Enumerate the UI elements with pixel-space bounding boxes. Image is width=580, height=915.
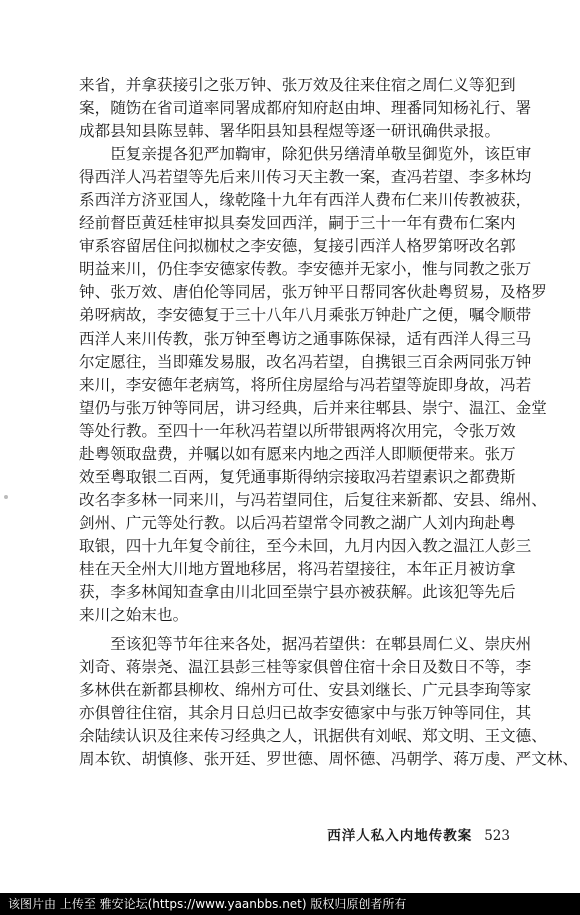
text-line: 望仍与张万钟等同居，讲习经典，后并来往郫县、崇宁、温江、金堂 (79, 398, 547, 417)
text-line: 改名李多林一同来川，与冯若望同住，后复往来新都、安县、绵州、 (79, 490, 547, 509)
text-line: 弟呀病故，李安德复于三十八年八月乘张万钟赴广之便，嘱令顺带 (79, 306, 532, 325)
text-line: 多林供在新都县柳枚、绵州方可仕、安县刘继长、广元县李珣等家 (79, 681, 532, 700)
running-footer (327, 824, 510, 844)
text-line: 尔定愿往，当即薙发易服，改名冯若望，自携银三百余两同张万钟 (79, 352, 532, 371)
text-line: 西洋人来川传教，张万钟至粤访之通事陈保禄，适有西洋人得三马 (79, 329, 532, 348)
body-text (79, 74, 579, 771)
paragraph-3 (79, 633, 579, 771)
text-line: 来川，李安德年老病笃，将所住房屋给与冯若望等旋即身故，冯若 (79, 375, 532, 394)
text-line: 剑州、广元等处行教。以后冯若望常令同教之湖广人刘内珣赴粤 (79, 513, 516, 532)
text-line: 来川之始末也。 (79, 606, 189, 625)
margin-dot (4, 495, 8, 499)
text-line: 取银，四十九年复令前往，至今未回，九月内因入教之温江人彭三 (79, 536, 532, 555)
text-line: 余陆续认识及往来传习经典之人，讯据供有刘岷、郑文明、王文德、 (79, 727, 547, 746)
text-line: 效至粤取银二百两，复凭通事斯得纳宗接取冯若望素识之都费斯 (79, 467, 516, 486)
text-line: 系西洋方济亚国人，缘乾隆十九年有西洋人费布仁来川传教被获， (79, 191, 532, 210)
paragraph-2 (79, 143, 547, 627)
running-title: 西洋人私入内地传教案 (327, 828, 473, 844)
text-line: 案，随饬在省司道率同署成都府知府赵由坤、理番同知杨礼行、署 (79, 99, 532, 118)
text-line: 桂在天全州大川地方置地移居，将冯若望接往，本年正月被访拿 (79, 559, 516, 578)
text-line: 获，李多林闻知查拿由川北回至崇宁县亦被获解。此该犯等先后 (79, 583, 516, 602)
paragraph-1 (79, 74, 532, 143)
text-line: 赴粤领取盘费，并嘱以如有愿来内地之西洋人即顺便带来。张万 (79, 444, 516, 463)
text-line: 亦俱曾往住宿，其余月日总归已故李安德家中与张万钟等同住，其 (79, 704, 532, 723)
text-line: 钟、张万效、唐伯伦等同居，张万钟平日帮同客伙赴粤贸易，及格罗 (79, 283, 547, 302)
text-line: 臣复亲提各犯严加鞫审，除犯供另缮清单敬呈御览外，该臣审 (79, 145, 532, 164)
watermark-banner (0, 893, 580, 915)
text-line: 至该犯等节年往来各处，据冯若望供：在郫县周仁义、崇庆州 (79, 635, 532, 654)
text-line: 来省，并拿获接引之张万钟、张万效及往来住宿之周仁义等犯到 (79, 76, 516, 94)
text-line: 审系容留居住问拟枷杖之李安德，复接引西洋人格罗第呀改名郭 (79, 237, 516, 256)
text-line: 刘奇、蒋崇尧、温江县彭三桂等家俱曾住宿十余日及数日不等，李 (79, 658, 532, 677)
text-line: 成都县知县陈昱韩、署华阳县知县程煜等逐一研讯确供录报。 (79, 122, 501, 141)
text-line: 明益来川，仍住李安德家传教。李安德并无家小，惟与同教之张万 (79, 260, 532, 279)
text-line: 周本钦、胡慎修、张开廷、罗世德、周怀德、冯朝学、蒋万虔、严文林、 (79, 750, 579, 769)
text-line: 得西洋人冯若望等先后来川传习天主教一案，查冯若望、李多林均 (79, 168, 532, 187)
text-line: 经前督臣黄廷桂审拟具奏发回西洋，嗣于三十一年有费布仁案内 (79, 214, 516, 233)
page-number: 523 (484, 828, 510, 844)
watermark-text: 该图片由 上传至 雅安论坛(https://www.yaanbbs.net) 版权归原创者所有 (8, 897, 407, 911)
text-line: 等处行教。至四十一年秋冯若望以所带银两将次用完，令张万效 (79, 421, 516, 440)
